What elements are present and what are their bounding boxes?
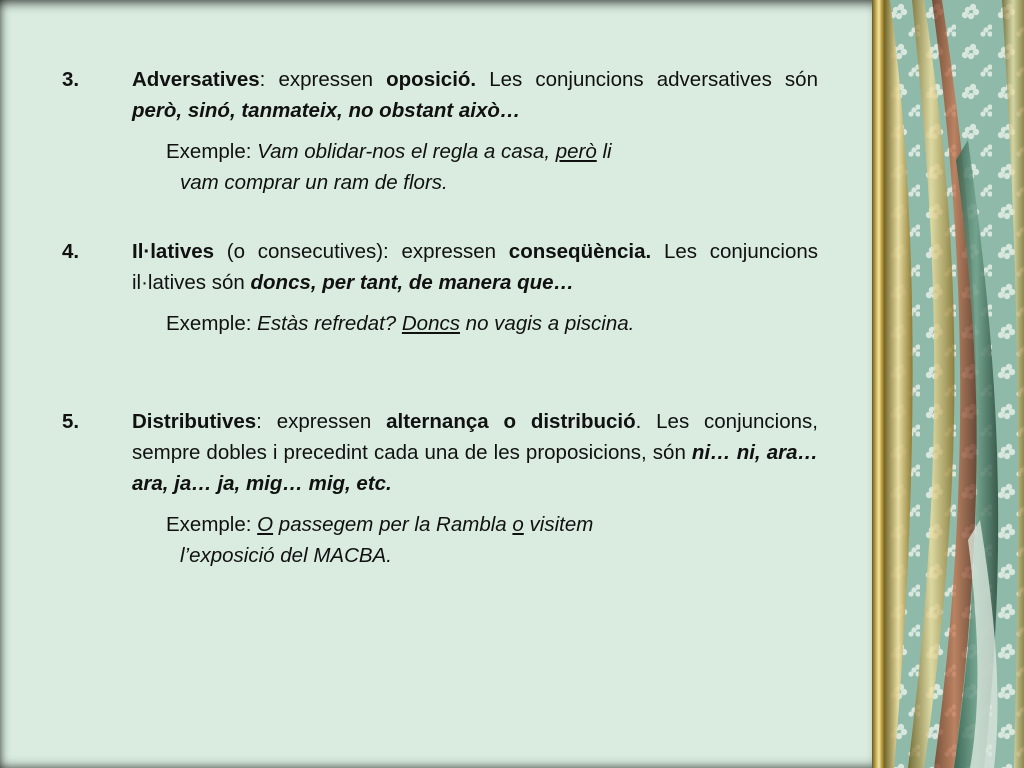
item-text-part: expressen bbox=[261, 410, 387, 433]
item-colon: : bbox=[256, 410, 262, 433]
example-label: Exemple: bbox=[166, 513, 258, 536]
list-item-distributives bbox=[62, 406, 818, 571]
example-continuation: vam comprar un ram de flors. bbox=[180, 171, 448, 194]
item-conjunction-list: doncs, per tant, de manera que… bbox=[250, 271, 575, 294]
example-text: no vagis a piscina. bbox=[459, 312, 635, 335]
item-number: 3. bbox=[62, 68, 80, 91]
item-text bbox=[132, 406, 818, 499]
item-key: alternança o distribució bbox=[386, 410, 636, 433]
item-text-part: . Les conjuncions, sempre dobles i precedint cada una de les proposicions, són bbox=[132, 410, 818, 464]
example-label: Exemple: bbox=[166, 312, 258, 335]
item-text-part: Les conjuncions il·latives són bbox=[132, 240, 818, 294]
item-text-part: (o consecutives): expressen bbox=[214, 240, 509, 263]
example bbox=[166, 136, 818, 198]
item-conjunction-list: ni… ni, ara… ara, ja… ja, mig… mig, etc. bbox=[132, 441, 818, 495]
example-text: Estàs refredat? bbox=[257, 312, 402, 335]
example bbox=[166, 509, 818, 571]
item-colon: : bbox=[259, 68, 266, 91]
item-key: oposició. bbox=[386, 68, 477, 91]
item-term: Il·latives bbox=[132, 240, 215, 263]
example-text: passegem per la Rambla bbox=[273, 513, 513, 536]
item-key: conseqüència. bbox=[508, 240, 652, 263]
example-text: li bbox=[596, 140, 612, 163]
decorative-flower-drape bbox=[884, 0, 1024, 768]
example bbox=[166, 308, 818, 339]
example-highlight: o bbox=[512, 513, 524, 536]
list-item-adversatives bbox=[62, 64, 818, 198]
item-text bbox=[132, 64, 818, 126]
item-text-part: Les conjuncions adversatives són bbox=[476, 68, 818, 91]
item-text bbox=[132, 236, 818, 298]
item-number: 5. bbox=[62, 410, 80, 433]
example-highlight: però bbox=[555, 140, 597, 163]
item-text-part: expressen bbox=[265, 68, 387, 91]
list-item-illatives bbox=[62, 236, 818, 339]
example-continuation: l’exposició del MACBA. bbox=[180, 544, 392, 567]
item-conjunction-list: però, sinó, tanmateix, no obstant això… bbox=[132, 99, 521, 122]
example-label: Exemple: bbox=[166, 140, 258, 163]
example-text: Vam oblidar-nos el regla a casa, bbox=[257, 140, 556, 163]
item-term: Distributives bbox=[132, 410, 257, 433]
example-highlight: Doncs bbox=[401, 312, 460, 335]
item-term: Adversatives bbox=[132, 68, 260, 91]
example-text: visitem bbox=[523, 513, 594, 536]
example-highlight: O bbox=[257, 513, 274, 536]
item-number: 4. bbox=[62, 240, 80, 263]
